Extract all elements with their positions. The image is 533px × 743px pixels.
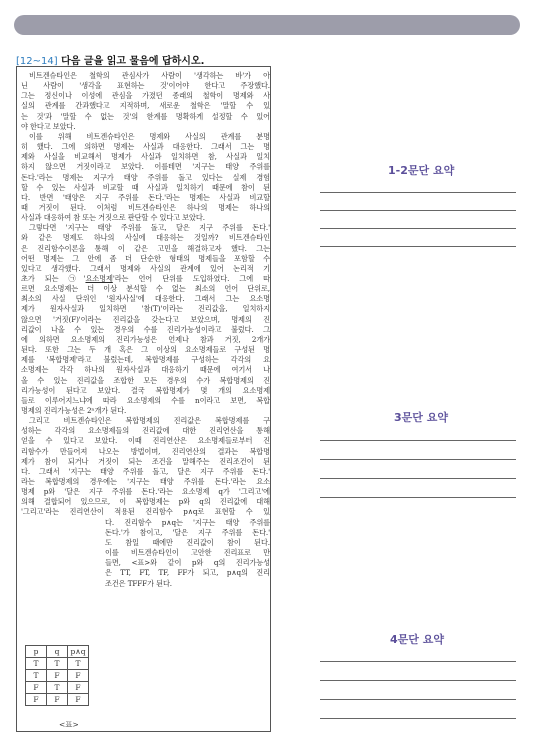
answer-line[interactable]: [320, 192, 516, 193]
passage-line: 은 진리함수이론을 통해 이 같은 고민을 해결하고자 했다. 그는: [21, 243, 270, 253]
answer-line[interactable]: [320, 497, 516, 498]
truth-table-cell: F: [26, 682, 47, 694]
truth-table-header: q: [47, 646, 68, 658]
passage-line: 명제 p와 '달은 지구 주위를 돈다.'라는 요소명제 q가 '그리고'에: [21, 487, 270, 497]
passage-line: 다. 진리함수 p∧q는 '지구는 태양 주위를: [105, 517, 270, 527]
truth-table-row: [26, 682, 89, 694]
passage-line: 이를 위해 비트겐슈타인은 명제와 사실의 관계를 분명: [29, 131, 270, 141]
passage-line: 된다. 또한 그는 두 개 혹은 그 이상의 요소명제들로 구성된 명: [21, 345, 270, 355]
truth-table-header: p: [26, 646, 47, 658]
passage-line: 와 같은 명제도 하나의 사실에 대응하는 것일까? 비트겐슈타인: [21, 233, 270, 243]
passage-line: 그는 정신이나 이성에 관심을 가졌던 종래의 철학이 명제와 사: [21, 91, 270, 101]
answer-line[interactable]: [320, 478, 516, 479]
passage-line: 얻을 수 있다고 보았다. 이때 진리연산은 요소명제들로부터 진: [21, 436, 270, 446]
passage-line: 어떤 명제는 그 안에 좀 더 단순한 형태의 명제들을 포함할 수: [21, 253, 270, 263]
truth-table-cell: F: [68, 694, 89, 706]
passage-line: 의해 결합되어 있으므로, 이 복합명제는 p와 q의 진리값에 대해: [21, 497, 270, 507]
question-instruction: 다음 글을 읽고 물음에 답하시오.: [61, 56, 205, 67]
passage-line: 리함수가 만들어져 나오는 방법이며, 진리연산의 결과는 복합명: [21, 446, 270, 456]
summary-title-4: 4문단 요약: [390, 633, 444, 646]
question-header: [16, 52, 204, 67]
truth-table-header-row: [26, 646, 89, 658]
question-range: [12~14]: [16, 56, 58, 67]
passage-line: 제를 '복합명제'라고 불렀는데, 복합명제를 구성하는 각각의 요: [21, 355, 270, 365]
truth-table-cell: F: [26, 694, 47, 706]
answer-line[interactable]: [320, 680, 516, 681]
passage-line: 소명제는 각각 하나의 원자사실과 대응하기 때문에 여기서 나: [21, 365, 270, 375]
passage-line: 이를 비트겐슈타인이 고안한 진리표로 만: [105, 548, 270, 558]
truth-table-cell: T: [68, 658, 89, 670]
passage-line: 실의 관계를 간과했다고 지적하며, 새로운 철학은 '말할 수 있: [21, 101, 270, 111]
passage-line: 야 한다고 보았다.: [21, 121, 76, 131]
answer-line[interactable]: [320, 440, 516, 441]
passage-line: 돈다.'가 참이고, '달은 지구 주위를 돈다.': [105, 527, 270, 537]
passage-line: 제가 원자사실과 일치하면 '참(T)'이라는 진리값을, 일치하지: [21, 304, 270, 314]
passage-line: 최소의 사실 단위인 '원자사실'에 대응한다. 그래서 그는 요소명: [21, 294, 270, 304]
top-header-bar: [14, 15, 520, 35]
passage-line: 그렇다면 '지구는 태양 주위를 돌고, 달은 지구 주위를 돈다.': [29, 223, 270, 233]
passage-line: 리값이 나올 수 있는 경우의 수를 진리가능성이라고 불렀다. 그: [21, 324, 270, 334]
passage-line: 들면, <표>와 같이 p와 q의 진리가능성: [105, 558, 270, 568]
truth-table-row: [26, 694, 89, 706]
passage-line: 비트겐슈타인은 철학의 관심사가 사람이 '생각하는 바'가 아: [29, 71, 270, 80]
passage-line: 히 했다. 그에 의하면 명제는 사실과 대응한다. 그래서 그는 명: [21, 142, 270, 152]
passage-line: 닌 사람이 '생각을 표현하는 것'이어야 한다고 주장했다.: [21, 81, 270, 91]
passage-line: 명제의 진리가능성은 2ⁿ개가 된다.: [21, 405, 127, 415]
passage-line: 않으면 '거짓(F)'이라는 진리값을 갖는다고 보았으며, 명제의 진: [21, 314, 270, 324]
answer-line[interactable]: [320, 210, 516, 211]
truth-table-row: [26, 670, 89, 682]
summary-title-1-2: 1-2문단 요약: [388, 164, 455, 177]
truth-table: [25, 645, 89, 706]
truth-table-cell: F: [68, 682, 89, 694]
passage-line: 성하는 각각의 요소명제들의 진리값에 대한 진리연산을 통해: [21, 426, 270, 436]
passage-line: 라는 복합명제의 경우에는 '지구는 태양 주위를 돈다.'라는 요소: [21, 477, 270, 486]
passage-line: 사실과 대응하여 참 또는 거짓으로 판단할 수 있다고 보았다.: [21, 213, 205, 223]
underlined-term: 요소명제: [85, 274, 113, 283]
truth-table-cell: F: [68, 670, 89, 682]
passage-line: 돈다.'라는 명제는 지구가 태양 주위를 돌고 있다는 실제 경험: [21, 172, 270, 182]
passage-line: 그리고 비트겐슈타인은 복합명제의 진리값은 복합명제를 구: [29, 416, 270, 426]
truth-table-cell: T: [26, 670, 47, 682]
truth-table-caption: <표>: [59, 720, 79, 729]
truth-table-row: [26, 658, 89, 670]
passage-line: '그리고'라는 진리연산이 적용된 진리함수 p∧q로 표현할 수 있: [21, 507, 270, 517]
passage-line: 하지 않으면 거짓이라고 보았다. 이를테면 '지구는 태양 주위를: [21, 162, 270, 172]
truth-table-cell: F: [47, 670, 68, 682]
passage-line: 제가 참이 되거나 거짓이 되는 조건을 말해주는 진리조건이 된: [21, 456, 270, 466]
passage-line: 르면 요소명제는 더 이상 분석할 수 없는 최소의 언어 단위로,: [21, 284, 270, 294]
passage-line: 다. 그래서 '지구는 태양 주위를 돌고, 달은 지구 주위를 돈다.': [21, 466, 270, 476]
answer-line[interactable]: [320, 661, 516, 662]
passage-box: [16, 66, 271, 732]
passage-line: 할 수 있는 사실과 비교할 때 사실과 일치하기 때문에 참이 된: [21, 182, 270, 192]
summary-title-3: 3문단 요약: [394, 411, 448, 424]
passage-line: 제와 사실을 비교해서 명제가 사실과 일치하면 참, 사실과 일치: [21, 152, 270, 162]
passage-line: 다. 반면 '태양은 지구 주위를 돈다.'라는 명제는 사실과 비교할: [21, 192, 270, 202]
passage-line: 초가 되는 ㉠'요소명제'라는 언어 단위를 도입하였다. 그에 따: [21, 274, 270, 283]
truth-table-cell: T: [47, 658, 68, 670]
answer-line[interactable]: [320, 718, 516, 719]
truth-table-cell: T: [47, 682, 68, 694]
passage-line: 있다고 생각했다. 그래서 명제와 사실의 관계에 있어 논리적 기: [21, 263, 270, 273]
passage-line: 때 거짓이 된다. 이처럼 비트겐슈타인은 하나의 명제는 하나의: [21, 202, 270, 212]
truth-table-header: p∧q: [68, 646, 89, 658]
answer-line[interactable]: [320, 228, 516, 229]
answer-line[interactable]: [320, 246, 516, 247]
answer-line[interactable]: [320, 459, 516, 460]
passage-line: 도 참일 때에만 진리값이 참이 된다.: [105, 537, 270, 547]
passage-line: 에 의하면 요소명제의 진리가능성은 언제나 참과 거짓, 2개가: [21, 334, 270, 344]
passage-line: 는 것'과 '말할 수 없는 것'의 한계를 명확하게 설정할 수 있어: [21, 111, 270, 121]
passage-line: 올 수 있는 진리값을 조합한 모든 경우의 수가 복합명제의 진: [21, 375, 270, 385]
truth-table-cell: T: [26, 658, 47, 670]
passage-line: 조건은 TFFF가 된다.: [105, 578, 172, 588]
passage-line: 은 TT, FT, TF, FF가 되고, p∧q의 진리: [105, 568, 270, 578]
passage-line: 리가능성이 된다고 보았다. 결국 복합명제가 몇 개의 요소명제: [21, 385, 270, 395]
truth-table-cell: F: [47, 694, 68, 706]
passage-line: 들로 이루어지느냐에 따라 요소명제의 수를 n이라고 보면, 복합: [21, 395, 270, 405]
answer-line[interactable]: [320, 699, 516, 700]
